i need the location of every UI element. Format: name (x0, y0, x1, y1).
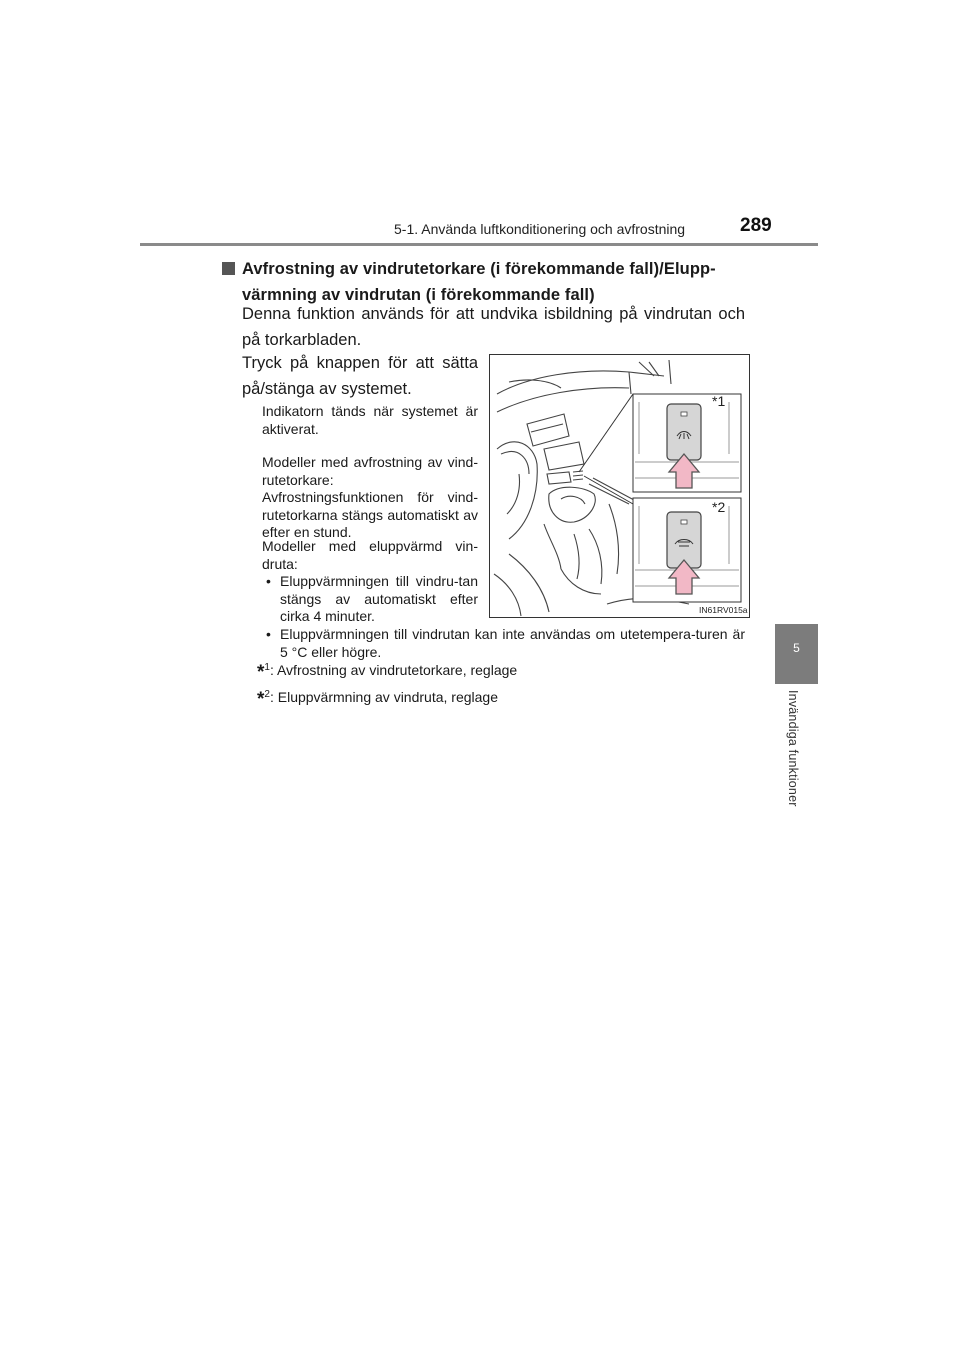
list-item (266, 626, 745, 661)
heading-line-1: Avfrostning av vindrutetorkare (i förekommande fall)/Elupp- (242, 260, 716, 278)
list-item (266, 573, 478, 626)
bullet-dot-icon: • (266, 626, 271, 642)
dashboard-illustration (489, 354, 750, 618)
footnote-1: *$^1$: Avfrostning av vindrutetorkare, reglage (257, 662, 518, 683)
chapter-tab-label: Invändiga funktioner (786, 690, 800, 807)
footnote-2: *$^2$: Eluppvärmning av vindruta, reglage (257, 689, 498, 710)
instruction-paragraph: Tryck på knappen för att sätta på/stänga av systemet. (242, 354, 478, 398)
heading-line-2: värmning av vindrutan (i förekommande fall) (242, 286, 595, 304)
chapter-tab-number: 5 (793, 641, 800, 655)
intro-paragraph: Denna funktion används för att undvika isbildning på vindrutan och på torkarbladen. (242, 305, 745, 349)
square-bullet-icon (222, 262, 235, 275)
figure-code: IN61RV015a (699, 605, 748, 615)
list-item-text: Eluppvärmningen till vindrutan kan inte användas om utetempera-turen är 5 °C eller högre. (280, 626, 745, 660)
header-rule (140, 243, 818, 246)
callout-1: *1 (712, 393, 726, 409)
note-heated-windshield: Modeller med eluppvärmd vin-druta: (262, 538, 478, 572)
note-wiper-deicer: Modeller med avfrostning av vind-rutetorkare: Avfrostningsfunktionen för vind-rutetorkarna stängs automatiskt av efter en stund. (262, 454, 478, 540)
note-indicator: Indikatorn tänds när systemet är aktiverat. (262, 403, 478, 437)
list-item-text: Eluppvärmningen till vindru-tan stängs av automatiskt efter cirka 4 minuter. (280, 573, 478, 624)
page-number: 289 (740, 215, 772, 236)
bullet-dot-icon: • (266, 573, 271, 589)
running-header: 5-1. Använda luftkonditionering och avfrostning (394, 221, 686, 237)
callout-2: *2 (712, 499, 726, 515)
